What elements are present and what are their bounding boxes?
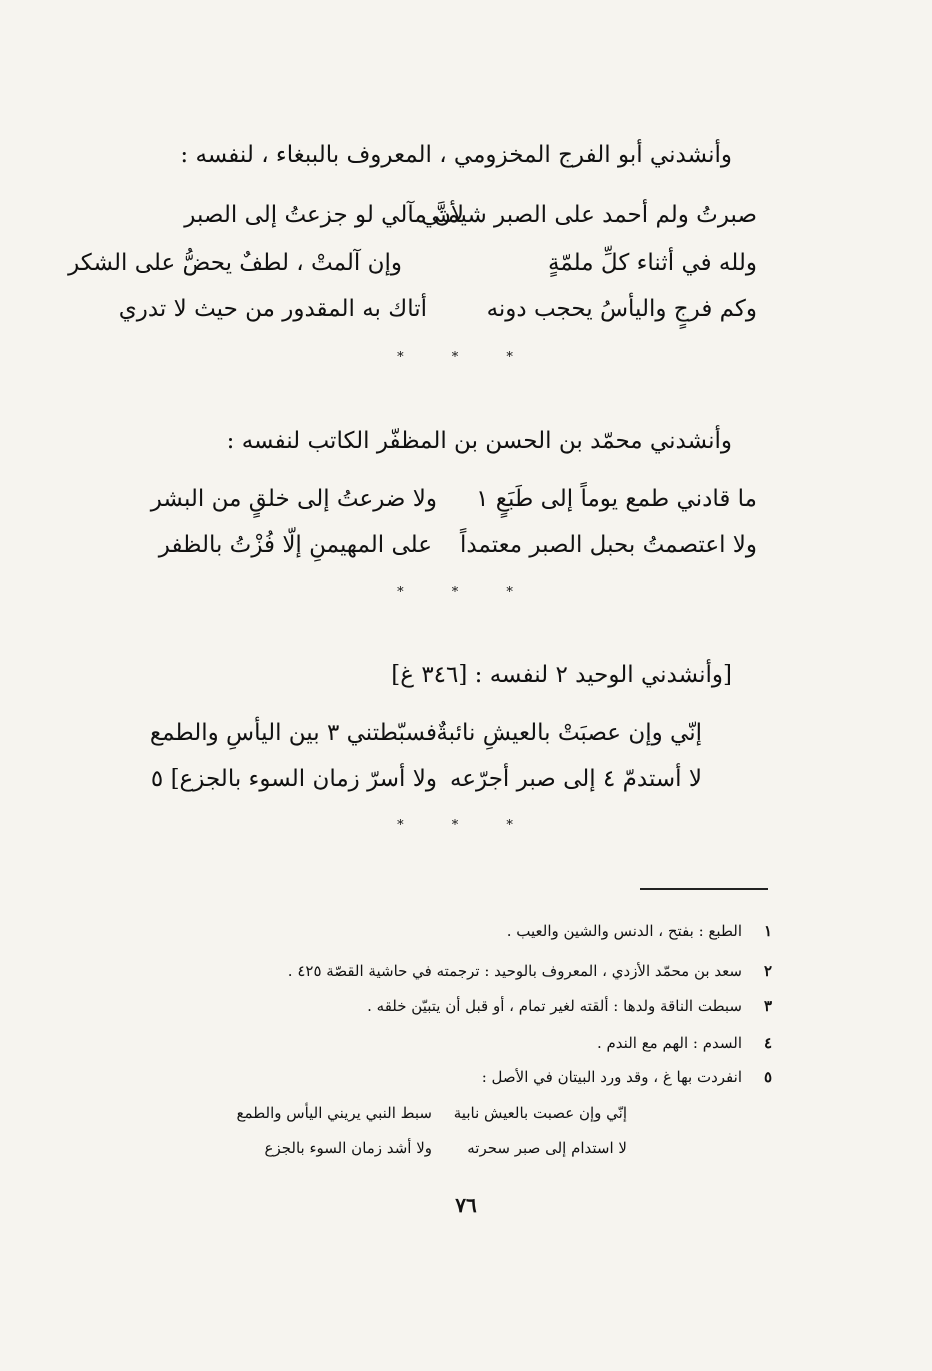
section-3-intro: [وأنشدني الوحيد ٢ لنفسه : [٣٤٦ غ] [391, 662, 732, 688]
verse-second-hemistich: ولا أشد زمان السوء بالجزع [264, 1139, 432, 1157]
verse-first-hemistich: إنّي وإن عصبت بالعيش نابية [453, 1104, 627, 1122]
verse-first-hemistich: ولا اعتصمتُ بحبل الصبر معتمداً [459, 532, 757, 558]
footnote [288, 962, 772, 980]
footnote-number: ٢ [763, 962, 772, 980]
footnote [597, 1034, 772, 1052]
section-1-intro: وأنشدني أبو الفرج المخزومي ، المعروف بالببغاء ، لنفسه : [180, 142, 732, 168]
verse-first-hemistich: ما قادني طمع يوماً إلى طَبَعٍ ١ [476, 486, 757, 512]
verse-second-hemistich: على المهيمنِ إلّا فُزْتُ بالظفر [158, 532, 432, 558]
verse-second-hemistich: ولا أسرّ زمان السوء بالجزع] ٥ [150, 766, 437, 792]
footnote-text: انفردت بها غ ، وقد ورد البيتان في الأصل : [481, 1068, 742, 1086]
section-2-intro: وأنشدني محمّد بن الحسن بن المظفّر الكاتب لنفسه : [226, 428, 732, 454]
verse-first-hemistich: وكم فرجٍ واليأسُ يحجب دونه [486, 296, 757, 322]
footnote-number: ٥ [763, 1068, 772, 1086]
footnote [367, 997, 772, 1015]
page-number: ٧٦ [455, 1193, 477, 1217]
verse-second-hemistich: أتاك به المقدور من حيث لا تدري [118, 296, 427, 322]
verse-first-hemistich: إنّي وإن عصبَتْ بالعيشِ نائبةٌ [436, 720, 702, 746]
verse-second-hemistich: ولا ضرعتُ إلى خلقٍ من البشر [150, 486, 437, 512]
verse-first-hemistich: لا استدام إلى صبر سحرته [467, 1139, 627, 1157]
footnote-text: سعد بن محمّد الأزدي ، المعروف بالوحيد : ترجمته في حاشية القصّة ٤٢٥ . [287, 962, 742, 980]
section-separator: * * * [397, 585, 535, 600]
footnote-text: السدم : الهم مع الندم . [596, 1034, 742, 1052]
footnote-text: الطبع : بفتح ، الدنس والشين والعيب . [506, 922, 742, 940]
verse-second-hemistich: سبط النبي يريني اليأس والطمع [236, 1104, 432, 1122]
section-separator: * * * [397, 350, 535, 365]
footnote [482, 1068, 772, 1086]
verse-second-hemistich: وإن آلمتْ ، لطفٌ يحضُّ على الشكر [68, 250, 402, 276]
verse-first-hemistich: صبرتُ ولم أحمد على الصبر شيمتي [421, 202, 757, 228]
footnote-number: ٤ [763, 1034, 772, 1052]
footnote-number: ١ [763, 922, 772, 940]
verse-second-hemistich: لأنَّ مآلي لو جزعتُ إلى الصبر [184, 202, 464, 228]
footnote-number: ٣ [763, 997, 772, 1015]
verse-first-hemistich: ولله في أثناء كلِّ ملمّةٍ [548, 250, 757, 276]
verse-second-hemistich: فسبّطتني ٣ بين اليأسِ والطمع [149, 720, 437, 746]
section-separator: * * * [397, 818, 535, 833]
footnote-divider [640, 888, 768, 890]
footnote-text: سبطت الناقة ولدها : ألقته لغير تمام ، أو قبل أن يتبيّن خلقه . [367, 997, 742, 1015]
verse-first-hemistich: لا أستدمّ ٤ إلى صبر أجرّعه [449, 766, 702, 792]
footnote [507, 922, 772, 940]
